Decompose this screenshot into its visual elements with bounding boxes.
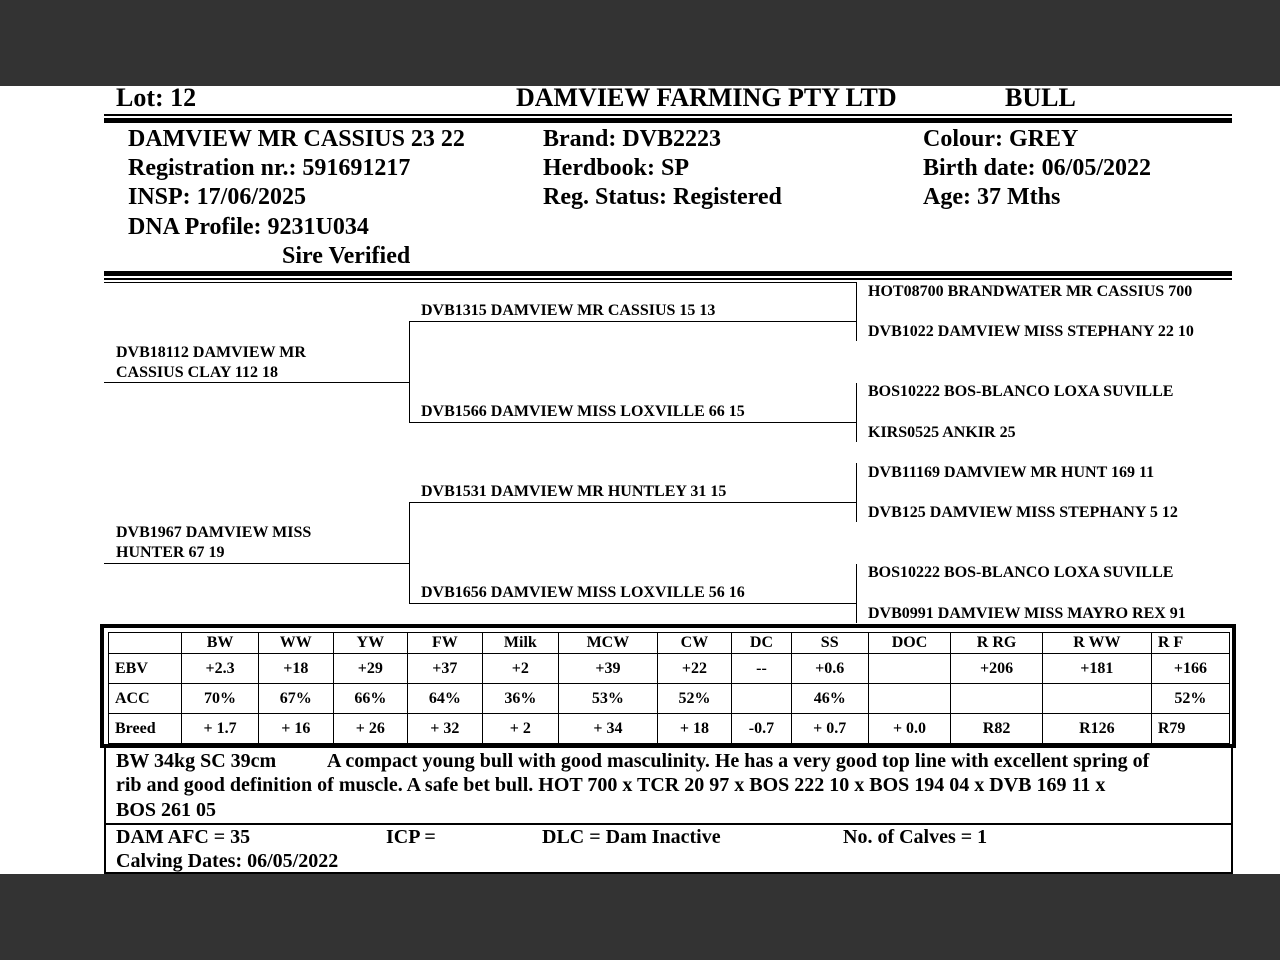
dd-bracket: [856, 564, 857, 623]
ds-bracket: [856, 463, 857, 522]
table-cell: 52%: [1151, 684, 1229, 714]
row-label: ACC: [109, 684, 182, 714]
dlc: DLC = Dam Inactive: [542, 826, 721, 848]
dam-dam-dam: DVB0991 DAMVIEW MISS MAYRO REX 91: [868, 605, 1186, 622]
ebv-header-row: [109, 633, 1230, 654]
sire-verified: Sire Verified: [282, 243, 411, 269]
header-rule-thick: [104, 118, 1232, 123]
info-rule-thin: [104, 278, 1232, 280]
table-cell: 66%: [333, 684, 408, 714]
sire-dam: DVB1566 DAMVIEW MISS LOXVILLE 66 15: [421, 403, 745, 420]
table-cell: +0.6: [791, 654, 868, 684]
col-header: FW: [408, 633, 483, 654]
table-cell: +39: [559, 654, 658, 684]
table-cell: [868, 654, 951, 684]
table-cell: [732, 684, 791, 714]
table-cell: + 16: [259, 714, 334, 744]
herdbook: Herdbook: SP: [543, 155, 690, 181]
table-cell: + 2: [482, 714, 559, 744]
table-cell: 64%: [408, 684, 483, 714]
info-rule-thick: [104, 271, 1232, 276]
dam-bracket: [409, 502, 410, 604]
col-header: YW: [333, 633, 408, 654]
table-cell: R79: [1151, 714, 1229, 744]
sex-label: BULL: [1005, 83, 1076, 112]
lot-number: Lot: 12: [116, 83, 197, 112]
sd-bracket: [856, 383, 857, 442]
comment-line-3: BOS 261 05: [116, 799, 217, 821]
dd-line: [409, 603, 856, 604]
ss-bracket: [856, 282, 857, 341]
box-right-border: [1231, 748, 1233, 874]
lot-sheet: [0, 83, 1280, 874]
breed-row: [109, 714, 1230, 744]
birth-date: Birth date: 06/05/2022: [923, 155, 1151, 181]
dam-line: [104, 563, 409, 564]
table-cell: +37: [408, 654, 483, 684]
col-header: MCW: [559, 633, 658, 654]
sire-dam-dam: KIRS0525 ANKIR 25: [868, 424, 1016, 441]
table-cell: + 1.7: [182, 714, 259, 744]
table-cell: +2: [482, 654, 559, 684]
col-header: Milk: [482, 633, 559, 654]
acc-row: [109, 684, 1230, 714]
inspection-date: INSP: 17/06/2025: [128, 184, 307, 210]
registration-number: Registration nr.: 591691217: [128, 155, 411, 181]
dam-dam-sire: BOS10222 BOS-BLANCO LOXA SUVILLE: [868, 564, 1174, 581]
table-cell: + 18: [657, 714, 732, 744]
dam-sire: DVB1531 DAMVIEW MR HUNTLEY 31 15: [421, 483, 727, 500]
ds-line: [409, 502, 856, 503]
table-cell: [868, 684, 951, 714]
dam-afc: DAM AFC = 35: [116, 826, 251, 848]
col-header: R WW: [1042, 633, 1151, 654]
colour: Colour: GREY: [923, 126, 1079, 152]
table-cell: 46%: [791, 684, 868, 714]
comment-line-2: rib and good definition of muscle. A safe bet bull. HOT 700 x TCR 20 97 x BOS 222 10 x BOS 194 04 x DVB 169 11 x: [116, 774, 1106, 796]
brand: Brand: DVB2223: [543, 126, 722, 152]
table-cell: R82: [951, 714, 1043, 744]
table-cell: + 0.7: [791, 714, 868, 744]
table-cell: -0.7: [732, 714, 791, 744]
table-cell: +18: [259, 654, 334, 684]
table-cell: +181: [1042, 654, 1151, 684]
sire-sire: DVB1315 DAMVIEW MR CASSIUS 15 13: [421, 302, 716, 319]
table-cell: +29: [333, 654, 408, 684]
table-cell: [1042, 684, 1151, 714]
sire-dam-sire: BOS10222 BOS-BLANCO LOXA SUVILLE: [868, 383, 1174, 400]
row-label: Breed: [109, 714, 182, 744]
comment-line-1: A compact young bull with good masculinity. He has a very good top line with excellent spring of: [327, 750, 1150, 772]
age: Age: 37 Mths: [923, 184, 1061, 210]
sire-sire-dam: DVB1022 DAMVIEW MISS STEPHANY 22 10: [868, 323, 1194, 340]
table-cell: 70%: [182, 684, 259, 714]
table-cell: 36%: [482, 684, 559, 714]
table-cell: R126: [1042, 714, 1151, 744]
dam-sire-dam: DVB125 DAMVIEW MISS STEPHANY 5 12: [868, 504, 1178, 521]
table-cell: +206: [951, 654, 1043, 684]
table-cell: +22: [657, 654, 732, 684]
table-cell: +166: [1151, 654, 1229, 684]
col-header: SS: [791, 633, 868, 654]
table-cell: --: [732, 654, 791, 684]
sire-bracket: [409, 321, 410, 423]
icp: ICP =: [386, 826, 436, 848]
table-cell: + 32: [408, 714, 483, 744]
col-header: R F: [1151, 633, 1229, 654]
animal-name: DAMVIEW MR CASSIUS 23 22: [128, 126, 465, 152]
ss-line: [409, 321, 856, 322]
reg-status: Reg. Status: Registered: [543, 184, 782, 210]
dam-sire-sire: DVB11169 DAMVIEW MR HUNT 169 11: [868, 464, 1155, 481]
calving-dates: Calving Dates: 06/05/2022: [116, 850, 339, 872]
ebv-table-frame: [100, 624, 1236, 748]
col-header: CW: [657, 633, 732, 654]
col-header: R RG: [951, 633, 1043, 654]
table-cell: + 26: [333, 714, 408, 744]
number-of-calves: No. of Calves = 1: [843, 826, 988, 848]
ebv-table: [108, 632, 1230, 744]
dam-name: DVB1967 DAMVIEW MISS HUNTER 67 19: [116, 524, 312, 561]
breeder-name: DAMVIEW FARMING PTY LTD: [516, 83, 897, 112]
col-header: WW: [259, 633, 334, 654]
header-rule-thin: [104, 114, 1232, 116]
dna-profile: DNA Profile: 9231U034: [128, 214, 369, 240]
table-cell: + 0.0: [868, 714, 951, 744]
col-header: BW: [182, 633, 259, 654]
table-cell: 52%: [657, 684, 732, 714]
table-cell: [951, 684, 1043, 714]
pedigree-top-line: [104, 282, 856, 283]
table-cell: + 34: [559, 714, 658, 744]
ebv-row: [109, 654, 1230, 684]
table-cell: 67%: [259, 684, 334, 714]
sire-sire-sire: HOT08700 BRANDWATER MR CASSIUS 700: [868, 283, 1193, 300]
col-header: [109, 633, 182, 654]
box-left-border: [104, 748, 106, 874]
col-header: DOC: [868, 633, 951, 654]
col-header: DC: [732, 633, 791, 654]
table-cell: 53%: [559, 684, 658, 714]
table-cell: +2.3: [182, 654, 259, 684]
sd-line: [409, 422, 856, 423]
measurements: BW 34kg SC 39cm: [116, 750, 277, 772]
row-label: EBV: [109, 654, 182, 684]
sire-name: DVB18112 DAMVIEW MR CASSIUS CLAY 112 18: [116, 344, 306, 381]
dam-dam: DVB1656 DAMVIEW MISS LOXVILLE 56 16: [421, 584, 745, 601]
